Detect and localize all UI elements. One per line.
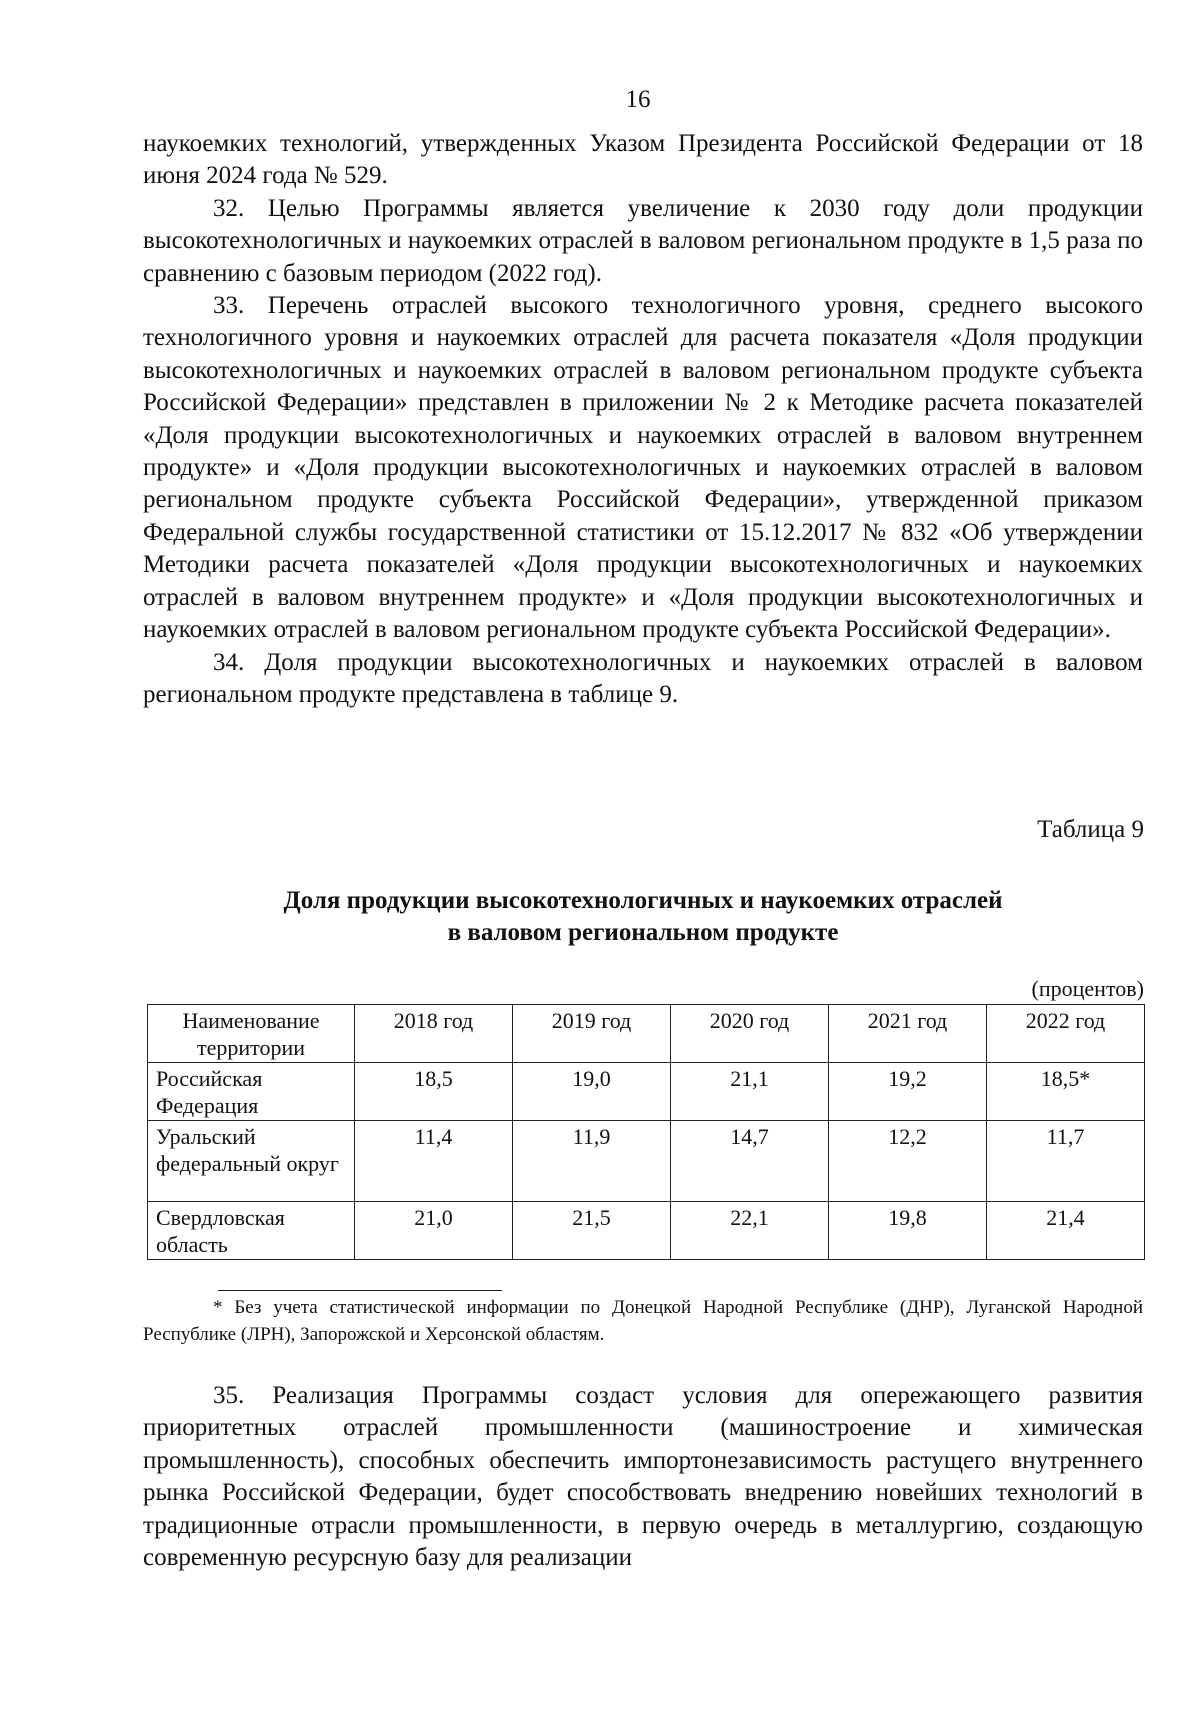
paragraph-34: 34. Доля продукции высокотехнологичных и наукоемких отраслей в валовом региональном продукте представлена в таблице 9. xyxy=(143,648,1143,708)
header-2021: 2021 год xyxy=(829,1005,987,1063)
header-2022: 2022 год xyxy=(987,1005,1145,1063)
cell-value: 11,4 xyxy=(355,1121,513,1202)
cell-value: 11,9 xyxy=(513,1121,671,1202)
cell-value: 21,4 xyxy=(987,1202,1145,1260)
header-2019: 2019 год xyxy=(513,1005,671,1063)
row-territory-name: Свердловская область xyxy=(148,1202,355,1260)
row-territory-name: Российская Федерация xyxy=(148,1063,355,1121)
data-table xyxy=(147,1004,1145,1260)
table-row xyxy=(148,1202,1145,1260)
cell-value: 19,2 xyxy=(829,1063,987,1121)
page-number: 16 xyxy=(625,86,651,113)
paragraph-32: 32. Целью Программы является увеличение к 2030 году доли продукции высокотехнологичных и наукоемких отраслей в валовом региональном продукте в 1,5 раза по сравнению с базовым периодом (2022 год). xyxy=(143,194,1143,287)
cell-value: 14,7 xyxy=(671,1121,829,1202)
table-unit-label: (процентов) xyxy=(1031,976,1144,1001)
paragraph-35: 35. Реализация Программы создаст условия для опережающего развития приоритетных отраслей промышленности (машиностроение и химическая промышленность), способных обеспечить импортонезависимость растущего внутреннего рынка Российской Федерации, будет способствовать внедрению новейших технологий в традиционные отрасли промышленности, в первую очередь в металлургию, создающую современную ресурсную базу для реализации xyxy=(143,1382,1143,1572)
cell-value: 19,0 xyxy=(513,1063,671,1121)
footnote-text: * Без учета статистической информации по Донецкой Народной Республике (ДНР), Луганской Народной Республике (ЛРН), Запорожской и Херсонской областям. xyxy=(143,1297,1143,1345)
cell-value: 18,5 xyxy=(355,1063,513,1121)
table-title xyxy=(143,885,1143,949)
cell-value: 11,7 xyxy=(987,1121,1145,1202)
row-territory-name: Уральский федеральный округ xyxy=(148,1121,355,1202)
header-2018: 2018 год xyxy=(355,1005,513,1063)
cell-value: 19,8 xyxy=(829,1202,987,1260)
cell-value: 21,0 xyxy=(355,1202,513,1260)
header-territory: Наименование территории xyxy=(148,1005,355,1063)
table-row xyxy=(148,1121,1145,1202)
header-2020: 2020 год xyxy=(671,1005,829,1063)
footnote xyxy=(143,1294,1143,1348)
cell-value: 18,5* xyxy=(987,1063,1145,1121)
body-text-section-2 xyxy=(143,1380,1143,1574)
cell-value: 22,1 xyxy=(671,1202,829,1260)
body-text-section xyxy=(143,128,1143,711)
cell-value: 21,5 xyxy=(513,1202,671,1260)
footnote-divider xyxy=(218,1290,502,1291)
cell-value: 21,1 xyxy=(671,1063,829,1121)
table-title-line-1: Доля продукции высокотехнологичных и наукоемких отраслей xyxy=(283,887,1003,914)
table-header-row xyxy=(148,1005,1145,1063)
table-caption: Таблица 9 xyxy=(1037,816,1144,843)
paragraph-33: 33. Перечень отраслей высокого технологичного уровня, среднего высокого технологичного уровня и наукоемких отраслей для расчета показателя «Доля продукции высокотехнологичных и наукоемких отраслей в валовом региональном продукте субъекта Российской Федерации» представлен в приложении № 2 к Методике расчета показателей «Доля продукции высокотехнологичных и наукоемких отраслей в валовом внутреннем продукте» и «Доля продукции высокотехнологичных и наукоемких отраслей в валовом региональном продукте субъекта Российской Федерации», утвержденной приказом Федеральной службы государственной статистики от 15.12.2017 № 832 «Об утверждении Методики расчета показателей «Доля продукции высокотехнологичных и наукоемких отраслей в валовом внутреннем продукте» и «Доля продукции высокотехнологичных и наукоемких отраслей в валовом региональном продукте субъекта Российской Федерации». xyxy=(143,292,1143,644)
paragraph-continuation: наукоемких технологий, утвержденных Указом Президента Российской Федерации от 18 июня 2024 года № 529. xyxy=(143,130,1143,190)
table-title-line-2: в валовом региональном продукте xyxy=(447,919,839,946)
table-row xyxy=(148,1063,1145,1121)
cell-value: 12,2 xyxy=(829,1121,987,1202)
